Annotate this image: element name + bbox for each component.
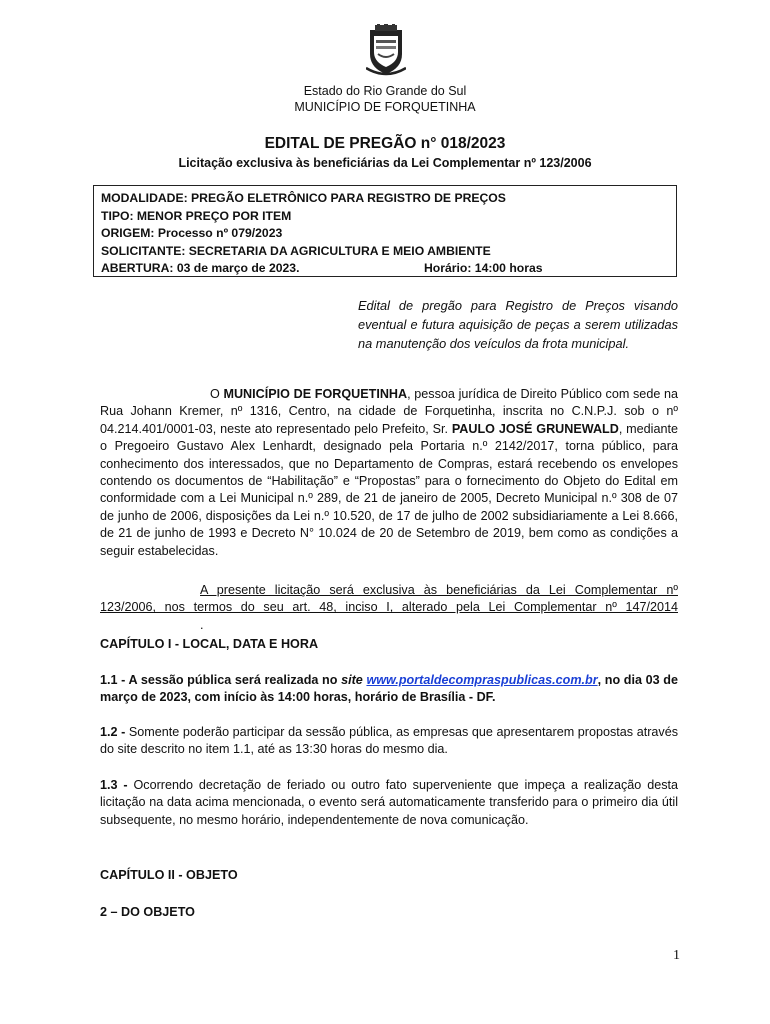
abertura-date: ABERTURA: 03 de março de 2023.	[101, 261, 300, 276]
exclusive-notice	[100, 582, 678, 634]
info-box	[93, 185, 677, 277]
section-1-3-text: Ocorrendo decretação de feriado ou outro fato superveniente que impeça a realização desta licitação na data acima mencionada, o evento será automaticamente transferido para o primeiro dia útil subsequente, no mesmo horário, independentemente de nova comunicação.	[100, 778, 679, 827]
intro-prefix: O	[210, 387, 224, 401]
section-1-2	[100, 724, 678, 759]
municipality-name: MUNICÍPIO DE FORQUETINHA	[294, 100, 476, 114]
section-1-1-site-word: site	[341, 673, 363, 687]
municipal-coat-of-arms-icon	[366, 24, 406, 76]
solicitante-line: SOLICITANTE: SECRETARIA DA AGRICULTURA E MEIO AMBIENTE	[101, 243, 491, 258]
tipo-line: TIPO: MENOR PREÇO POR ITEM	[101, 208, 292, 223]
section-1-2-text: Somente poderão participar da sessão pública, as empresas que apresentarem propostas através do site descrito no item 1.1, até as 13:30 horas do mesmo dia.	[100, 725, 678, 757]
section-1-1-text-b: , no dia 03 de março de 2023, com início às 14:00 horas, horário de Brasília - DF.	[100, 673, 679, 705]
abertura-line	[101, 260, 669, 278]
section-1-1-text-a: 1.1 - A sessão pública será realizada no	[100, 673, 342, 687]
modalidade-line: MODALIDADE: PREGÃO ELETRÔNICO PARA REGISTRO DE PREÇOS	[101, 191, 506, 205]
prefeito-name: PAULO JOSÉ GRUNEWALD	[451, 421, 619, 436]
page-number: 1	[673, 948, 680, 963]
chapter-2-heading: CAPÍTULO II - OBJETO	[100, 868, 238, 882]
intro-text-2: , mediante o Pregoeiro Gustavo Alex Lenhardt, designado pela Portaria n.º 2142/2017, torna público, para conhecimento dos interessados, que no Departamento de Compras, estará recebendo os envelopes contendo os documentos de “Habilitação” e “Propostas” para o fornecimento do Objeto do Edital em conformidade com a Lei Municipal n.º 289, de 21 de janeiro de 2005, Decreto Municipal n.º 308 de 07 de junho de 2006, disposições da Lei n.º 10.520, de 17 de julho de 2002 subsidiariamente a Lei 8.666, de 21 de junho de 1993 e Decreto N° 10.024 de 20 de Setembro de 2019, bem como as condições a seguir estabelecidas.	[100, 421, 678, 558]
chapter-1-heading: CAPÍTULO I - LOCAL, DATA E HORA	[100, 637, 319, 651]
intro-paragraph	[100, 386, 678, 560]
exclusive-notice-period: .	[200, 617, 204, 632]
section-1-3-number: 1.3 -	[100, 778, 128, 792]
abertura-time: Horário: 14:00 horas	[424, 261, 543, 276]
section-1-2-number: 1.2 -	[100, 725, 126, 739]
objeto-section-heading: 2 – DO OBJETO	[100, 905, 195, 919]
section-1-3	[100, 777, 678, 829]
edital-title: EDITAL DE PREGÃO n° 018/2023	[264, 135, 506, 152]
section-1-1	[100, 672, 678, 707]
edital-summary: Edital de pregão para Registro de Preços visando eventual e futura aquisição de peças a serem utilizadas na manutenção dos veículos da frota municipal.	[358, 298, 678, 351]
origem-line: ORIGEM: Processo nº 079/2023	[101, 226, 283, 241]
exclusive-notice-text: A presente licitação será exclusiva às beneficiárias da Lei Complementar nº 123/2006, nos termos do seu art. 48, inciso I, alterado pela Lei Complementar nº 147/2014	[100, 583, 678, 615]
portal-compras-link[interactable]: www.portaldecompraspublicas.com.br	[366, 673, 598, 687]
municipio-name: MUNICÍPIO DE FORQUETINHA	[223, 387, 408, 401]
edital-subtitle: Licitação exclusiva às beneficiárias da Lei Complementar nº 123/2006	[178, 156, 592, 170]
intro-text-1: , pessoa jurídica de Direito Público com sede na Rua Johann Kremer, nº 1316, Centro, na cidade de Forquetinha, inscrita no C.N.P.J. sob o nº 04.214.401/0001-03, neste ato representado pelo Prefeito, Sr.	[100, 387, 678, 436]
state-name: Estado do Rio Grande do Sul	[303, 84, 467, 98]
